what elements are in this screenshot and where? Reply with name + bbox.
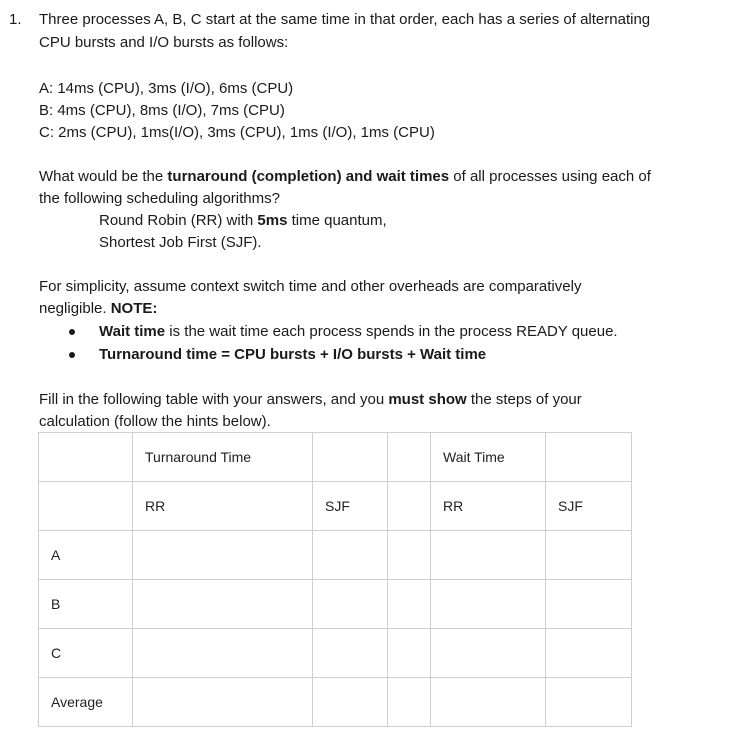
wait-sjf-header: SJF (546, 482, 632, 531)
wait-time-label: Wait time (99, 323, 166, 340)
answer-cell[interactable] (431, 531, 546, 580)
assumption-line-2 (39, 299, 157, 319)
row-label-b: B (39, 580, 133, 629)
answer-cell[interactable] (388, 531, 431, 580)
algorithm-rr (99, 211, 387, 231)
note-label: NOTE: (110, 300, 158, 317)
table-header-row (39, 433, 632, 482)
rr-post: time quantum, (287, 212, 387, 229)
rr-quantum: 5ms (257, 212, 288, 229)
ask-bold: turnaround (completion) and wait times (167, 168, 450, 185)
answer-cell[interactable] (546, 531, 632, 580)
bullet-icon (69, 352, 75, 358)
answer-cell[interactable] (133, 531, 313, 580)
table-subheader-row (39, 482, 632, 531)
process-b-bursts: B: 4ms (CPU), 8ms (I/O), 7ms (CPU) (39, 102, 285, 119)
wait-rr-header: RR (431, 482, 546, 531)
answer-cell[interactable] (431, 629, 546, 678)
answer-cell[interactable] (313, 580, 388, 629)
answer-cell[interactable] (313, 678, 388, 727)
wait-time-rest: is the wait time each process spends in the process READY queue. (165, 323, 618, 340)
question-ask-line-2: the following scheduling algorithms? (39, 190, 280, 207)
answer-table (38, 432, 632, 727)
assumption-pre: negligible. (39, 300, 111, 317)
ask-pre: What would be the (39, 168, 168, 185)
answer-cell[interactable] (431, 678, 546, 727)
wait-time-header: Wait Time (431, 433, 546, 482)
turnaround-sjf-header: SJF (313, 482, 388, 531)
answer-cell[interactable] (313, 531, 388, 580)
table-cell (388, 433, 431, 482)
answer-cell[interactable] (133, 678, 313, 727)
rr-pre: Round Robin (RR) with (99, 212, 258, 229)
fill-pre: Fill in the following table with your answers, and you (39, 391, 389, 408)
answer-cell[interactable] (388, 629, 431, 678)
algorithm-sjf: Shortest Job First (SJF). (99, 234, 262, 251)
ask-post: of all processes using each of (449, 168, 651, 185)
process-a-bursts: A: 14ms (CPU), 3ms (I/O), 6ms (CPU) (39, 80, 294, 97)
answer-cell[interactable] (546, 678, 632, 727)
fill-line-2: calculation (follow the hints below). (39, 413, 271, 430)
table-cell (39, 482, 133, 531)
answer-cell[interactable] (431, 580, 546, 629)
table-cell (313, 433, 388, 482)
turnaround-rr-header: RR (133, 482, 313, 531)
turnaround-header: Turnaround Time (133, 433, 313, 482)
fill-post: the steps of your (466, 391, 582, 408)
answer-cell[interactable] (313, 629, 388, 678)
answer-cell[interactable] (133, 580, 313, 629)
answer-cell[interactable] (546, 629, 632, 678)
note-wait-time (99, 322, 618, 342)
answer-cell[interactable] (388, 678, 431, 727)
note-turnaround-time (99, 345, 486, 365)
intro-line-2: CPU bursts and I/O bursts as follows: (39, 34, 289, 51)
process-c-bursts: C: 2ms (CPU), 1ms(I/O), 3ms (CPU), 1ms (I/O), 1ms (CPU) (39, 124, 435, 141)
table-cell (388, 482, 431, 531)
table-cell (546, 433, 632, 482)
intro-line-1: Three processes A, B, C start at the same time in that order, each has a series of alternating (39, 11, 651, 28)
question-number: 1. (9, 11, 22, 28)
table-row (39, 580, 632, 629)
table-cell (39, 433, 133, 482)
table-row (39, 629, 632, 678)
fill-bold: must show (388, 391, 467, 408)
row-label-average: Average (39, 678, 133, 727)
answer-cell[interactable] (133, 629, 313, 678)
answer-cell[interactable] (546, 580, 632, 629)
table-row (39, 678, 632, 727)
assumption-line-1: For simplicity, assume context switch time and other overheads are comparatively (39, 278, 582, 295)
turnaround-formula: Turnaround time = CPU bursts + I/O bursts + Wait time (99, 346, 487, 363)
answer-cell[interactable] (388, 580, 431, 629)
row-label-c: C (39, 629, 133, 678)
table-row (39, 531, 632, 580)
row-label-a: A (39, 531, 133, 580)
question-ask-line-1 (39, 167, 651, 187)
fill-line-1 (39, 390, 582, 410)
bullet-icon (69, 329, 75, 335)
